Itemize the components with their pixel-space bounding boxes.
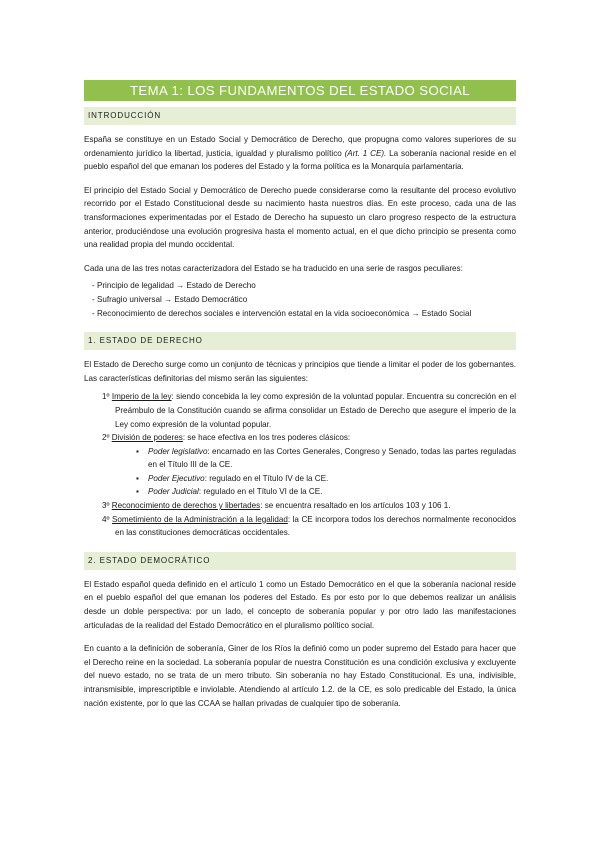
list-item <box>84 431 516 445</box>
intro-paragraph-3: Cada una de las tres notas caracterizadora del Estado se ha traducido en una serie de rasgos peculiares: <box>84 263 463 273</box>
item-text: : regulado en el Título IV de la CE. <box>204 473 329 483</box>
list-item <box>84 499 516 513</box>
item-number: 1º <box>102 392 112 402</box>
list-item <box>84 472 516 486</box>
list-item: - Reconocimiento de derechos sociales e intervención estatal en la vida socioeconómica → Estado Social <box>92 307 516 321</box>
item-text: : siendo concebida la ley como expresión de la voluntad popular. Encuentra su concreción en el Preámbulo de la Constitución cuando se afirma consolidar un Estado de Derecho que asegure el imperio de la Ley como expresión de la voluntad popular. <box>115 392 517 429</box>
item-text: : se encuentra resaltado en los artículos 103 y 106 1. <box>260 501 451 511</box>
item-label: Sometimiento de la Administración a la legalidad <box>112 514 288 524</box>
item-label: Poder legislativo <box>148 446 208 456</box>
item-label: Imperio de la ley <box>111 392 172 402</box>
intro-p1-text-2: La soberanía nacional reside en el pueblo español del que emanan los poderes del Estado y la forma política es la Monarquía parlamentaria. <box>84 148 516 172</box>
list-item <box>84 513 516 540</box>
intro-p1-citation: (Art. 1 CE). <box>344 148 387 158</box>
list-item <box>84 445 516 472</box>
item-label: Reconocimiento de derechos y libertades <box>111 501 261 511</box>
intro-paragraph-2: El principio del Estado Social y Democrático de Derecho puede considerarse como la resultante del proceso evolutivo recorrido por el Estado Constitucional desde su nacimiento hasta nuestros días. En este proceso, cada una de las transformaciones experimentadas por el Estado de Derecho ha supuesto un claro progreso respecto de la estructura anterior, produciéndose una evolución progresiva hasta el momento actual, en el que dicho principio se presenta como una realidad propia del mundo occidental. <box>84 185 516 250</box>
list-item <box>84 485 516 499</box>
list-item <box>84 390 516 431</box>
item-text: : regulado en el Título VI de la CE. <box>198 487 323 497</box>
list-item: - Principio de legalidad → Estado de Derecho <box>92 279 516 293</box>
intro-bullet-list <box>92 279 516 320</box>
item-number: 4º <box>102 514 112 524</box>
square-bullet-icon <box>136 445 148 459</box>
sec2-paragraph-1: El Estado español queda definido en el artículo 1 como un Estado Democrático en el que la soberanía nacional reside en el pueblo español del que emanan los poderes del Estado. Es por esto por lo que debemos realizar un análisis desde un doble perspectiva: por un lado, el concepto de soberanía popular y por otro lado las manifestaciones articuladas de la realidad del Estado Democrático en el pluralismo político social. <box>84 579 516 630</box>
item-number: 3º <box>102 501 112 511</box>
page-title: TEMA 1: LOS FUNDAMENTOS DEL ESTADO SOCIAL <box>84 80 516 101</box>
intro-p1-text: España se constituye en un Estado Social y Democrático de Derecho, que propugna como valores superiores de su ordenamiento jurídico la libertad, justicia, igualdad y pluralismo político <box>84 135 516 158</box>
square-bullet-icon <box>136 485 148 499</box>
item-text: : la CE incorpora todos los derechos normalmente reconocidos en las constituciones democráticas occidentales. <box>115 514 516 538</box>
document-page <box>84 80 516 720</box>
item-text: : encarnado en las Cortes Generales, Congreso y Senado, todas las partes reguladas en el Título III de la CE. <box>148 446 517 470</box>
item-text: : se hace efectiva en los tres poderes clásicos: <box>182 433 351 443</box>
item-number: 2º <box>102 433 112 443</box>
item-label: Poder Ejecutivo <box>148 473 205 483</box>
sec2-paragraph-2: En cuanto a la definición de soberanía, Giner de los Ríos la definió como un poder supremo del Estado para hacer que el Derecho reine en la sociedad. La soberanía popular de nuestra Constitución es una condición exclusiva y excluyente del nuevo estado, no se trata de un mero tributo. Sin soberanía no hay Estado Constitucional. Es una, indivisible, intransmisible, imprescriptible e inviolable. Atendiendo al artículo 1.2. de la CE, es solo predicable del Estado, la única nación existente, por lo que las CCAA se hallan privadas de cualquier tipo de soberanía. <box>84 644 516 708</box>
square-bullet-icon <box>136 472 148 486</box>
sec1-numbered-list <box>84 390 516 540</box>
powers-sublist <box>84 445 516 499</box>
section-heading-estado-democratico: 2. ESTADO DEMOCRÁTICO <box>84 552 516 570</box>
intro-paragraph-1 <box>84 133 516 174</box>
item-label: División de poderes <box>111 433 183 443</box>
section-heading-estado-de-derecho: 1. ESTADO DE DERECHO <box>84 332 516 350</box>
section-heading-introduccion: INTRODUCCIÓN <box>84 107 516 125</box>
list-item: - Sufragio universal → Estado Democrático <box>92 293 516 307</box>
item-label: Poder Judicial <box>148 487 199 497</box>
sec1-paragraph-1: El Estado de Derecho surge como un conjunto de técnicas y principios que tiende a limitar el poder de los gobernantes. Las características definitorias del mismo serán las siguientes: <box>84 360 516 383</box>
